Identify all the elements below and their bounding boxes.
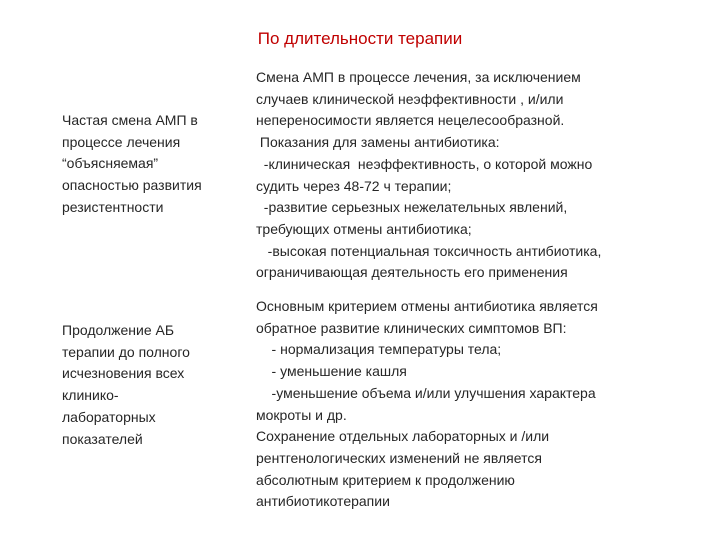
text-line: абсолютным критерием к продолжению: [256, 471, 515, 488]
text-line: Частая смена АМП в: [62, 112, 198, 128]
text-line: лабораторных: [62, 408, 156, 425]
row-1-label: [62, 110, 237, 219]
text-line: обратное развитие клинических симптомов ВП:: [256, 319, 567, 336]
row-1-description: [256, 67, 696, 284]
text-line: Продолжение АБ: [62, 322, 175, 338]
text-line: опасностью развития: [62, 177, 202, 194]
page-title: По длительности терапии: [257, 29, 463, 48]
text-line: -уменьшение объема и/или улучшения характера: [256, 384, 596, 401]
text-line: - уменьшение кашля: [256, 363, 407, 380]
text-line: Сохранение отдельных лабораторных и /или: [256, 428, 550, 445]
text-line: -высокая потенциальная токсичность антибиотика,: [256, 242, 602, 259]
text-line: резистентности: [62, 198, 164, 215]
text-line: исчезновения всех: [62, 365, 185, 382]
text-line: Показания для замены антибиотика:: [256, 134, 500, 151]
text-line: мокроты и др.: [256, 406, 347, 423]
text-line: ограничивающая деятельность его применения: [256, 264, 568, 281]
text-line: Основным критерием отмены антибиотика является: [256, 298, 598, 314]
text-line: клинико-: [62, 387, 119, 404]
row-2-label: [62, 320, 237, 450]
text-line: антибиотикотерапии: [256, 493, 390, 510]
text-line: -клиническая неэффективность, о которой можно: [256, 155, 593, 172]
text-line: судить через 48-72 ч терапии;: [256, 177, 452, 194]
row-2-description: [256, 296, 696, 513]
text-line: показателей: [62, 430, 143, 447]
text-line: непереносимости является нецелесообразной.: [256, 112, 565, 129]
text-line: случаев клинической неэффективности , и/или: [256, 90, 564, 107]
text-line: терапии до полного: [62, 343, 190, 360]
text-line: процессе лечения: [62, 133, 181, 150]
text-line: рентгенологических изменений не является: [256, 449, 542, 466]
text-line: Смена АМП в процессе лечения, за исключением: [256, 69, 581, 85]
text-line: - нормализация температуры тела;: [256, 341, 502, 358]
text-line: -развитие серьезных нежелательных явлений,: [256, 199, 568, 216]
text-line: требующих отмены антибиотика;: [256, 220, 472, 237]
text-line: “объясняемая”: [62, 155, 159, 172]
